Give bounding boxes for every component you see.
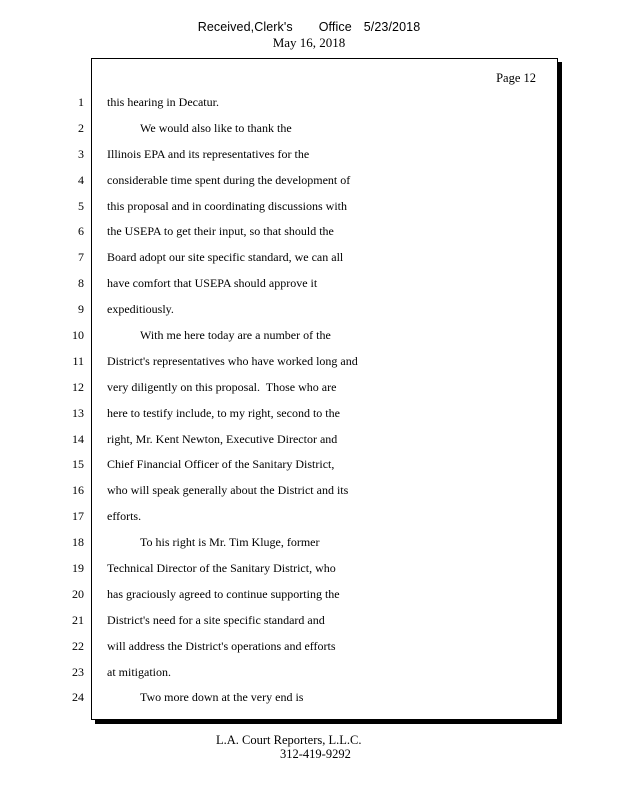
line-number: 7 <box>78 250 84 265</box>
transcript-line: To his right is Mr. Tim Kluge, former <box>140 535 320 550</box>
line-number: 2 <box>78 120 84 135</box>
line-number: 3 <box>78 146 84 161</box>
line-number: 20 <box>72 586 84 601</box>
line-number: 21 <box>72 612 84 627</box>
page-number: Page 12 <box>496 71 536 85</box>
transcript-line: efforts. <box>107 509 142 524</box>
transcript-line: We would also like to thank the <box>140 120 292 135</box>
line-number: 9 <box>78 302 84 317</box>
transcript-line: have comfort that USEPA should approve it <box>107 276 318 291</box>
line-number: 22 <box>72 638 84 653</box>
line-number-column <box>58 93 84 714</box>
line-number: 19 <box>72 561 84 576</box>
transcript-line: right, Mr. Kent Newton, Executive Director and <box>107 431 338 446</box>
transcript-line: will address the District's operations and efforts <box>107 638 336 653</box>
transcript-line: Two more down at the very end is <box>140 690 304 705</box>
transcript-body <box>107 93 547 714</box>
transcript-line: Illinois EPA and its representatives for the <box>107 146 310 161</box>
line-number: 18 <box>72 535 84 550</box>
line-number: 8 <box>78 276 84 291</box>
stamp-received: Received,Clerk's <box>197 20 293 34</box>
transcript-line: expeditiously. <box>107 302 174 317</box>
line-number: 12 <box>72 379 84 394</box>
line-number: 14 <box>72 431 84 446</box>
transcript-line: District's need for a site specific standard and <box>107 612 325 627</box>
line-number: 10 <box>72 328 84 343</box>
line-number: 13 <box>72 405 84 420</box>
footer-phone: 312-419-9292 <box>280 747 351 761</box>
line-number: 11 <box>72 353 84 368</box>
transcript-line: District's representatives who have worked long and <box>107 353 358 368</box>
transcript-line: Technical Director of the Sanitary District, who <box>107 561 336 576</box>
transcript-line: here to testify include, to my right, second to the <box>107 405 340 420</box>
transcript-line: Chief Financial Officer of the Sanitary District, <box>107 457 335 472</box>
stamp-office: Office <box>318 20 352 34</box>
line-number: 16 <box>72 483 84 498</box>
line-number: 4 <box>78 172 84 187</box>
transcript-line: With me here today are a number of the <box>140 328 331 343</box>
line-number: 23 <box>72 664 84 679</box>
transcript-line: who will speak generally about the District and its <box>107 483 349 498</box>
transcript-line: considerable time spent during the development of <box>107 172 351 187</box>
received-stamp <box>0 20 618 34</box>
transcript-line: at mitigation. <box>107 664 171 679</box>
stamp-date: 5/23/2018 <box>363 20 421 34</box>
transcript-line: Board adopt our site specific standard, we can all <box>107 250 344 265</box>
line-number: 1 <box>78 95 84 109</box>
transcript-line: very diligently on this proposal. Those who are <box>107 379 337 394</box>
transcript-line: the USEPA to get their input, so that should the <box>107 224 334 239</box>
transcript-line: has graciously agreed to continue supporting the <box>107 586 340 601</box>
transcript-line: this proposal and in coordinating discussions with <box>107 198 347 213</box>
line-number: 17 <box>72 509 84 524</box>
footer-company: L.A. Court Reporters, L.L.C. <box>216 733 362 747</box>
transcript-line: this hearing in Decatur. <box>107 95 219 109</box>
line-number: 5 <box>78 198 84 213</box>
line-number: 15 <box>72 457 84 472</box>
line-number: 6 <box>78 224 84 239</box>
line-number: 24 <box>72 690 84 705</box>
document-date: May 16, 2018 <box>272 35 346 50</box>
